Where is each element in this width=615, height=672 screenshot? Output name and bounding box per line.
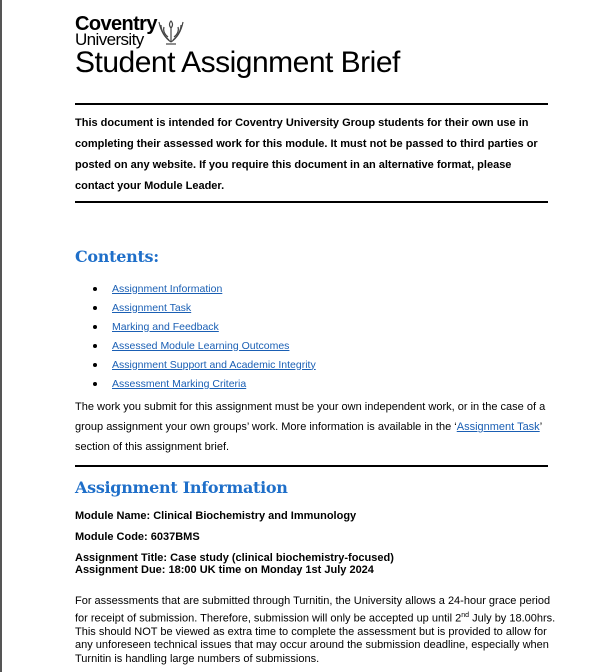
list-item — [93, 355, 316, 374]
logo-line2: University — [75, 30, 144, 49]
list-item — [93, 374, 316, 393]
grace-text: For assessments that are submitted through Turnitin, the University allows a 24-hour grace period for receipt of submission. Therefore, submission will only be accepted up until 2 — [75, 595, 551, 625]
contents-heading: Contents: — [75, 247, 159, 266]
bullet-icon — [93, 382, 97, 386]
phoenix-icon — [155, 14, 187, 46]
ordinal-suffix: nd — [461, 611, 470, 619]
toc-link-marking-criteria[interactable]: Assessment Marking Criteria — [112, 377, 247, 390]
usage-notice: This document is intended for Coventry University Group students for their own use in completing their assessed work for this module. It must not be passed to third parties or posted on any website. If you require this document in an alternative format, please contact your Module Leader. — [75, 117, 538, 192]
own-work-text-end: ’ section of this assignment brief. — [75, 421, 542, 453]
divider — [75, 103, 548, 105]
divider — [75, 465, 548, 467]
page-title: Student Assignment Brief — [75, 46, 400, 79]
logo-line1: Coventry — [75, 13, 157, 35]
page-left-border — [0, 0, 2, 672]
toc-link-assignment-information[interactable]: Assignment Information — [112, 282, 223, 295]
list-item — [93, 336, 316, 355]
list-item — [93, 317, 316, 336]
bullet-icon — [93, 306, 97, 310]
list-item — [93, 279, 316, 298]
bullet-icon — [93, 363, 97, 367]
grace-period-paragraph — [75, 595, 565, 667]
toc-link-learning-outcomes[interactable]: Assessed Module Learning Outcomes — [112, 339, 290, 352]
own-work-paragraph — [75, 397, 555, 457]
bullet-icon — [93, 344, 97, 348]
toc-link-support-integrity[interactable]: Assignment Support and Academic Integrity — [112, 358, 316, 371]
module-code: Module Code: 6037BMS — [75, 531, 200, 543]
bullet-icon — [93, 325, 97, 329]
assignment-due: Assignment Due: 18:00 UK time on Monday 1st July 2024 — [75, 564, 374, 576]
assignment-due-clipped — [75, 564, 375, 577]
assignment-task-link[interactable]: Assignment Task — [456, 421, 540, 433]
toc-link-assignment-task[interactable]: Assignment Task — [112, 301, 192, 314]
list-item — [93, 298, 316, 317]
own-work-text: The work you submit for this assignment must be your own independent work, or in the case of a group assignment your own groups’ work. More information is available in the ‘ — [75, 401, 546, 433]
university-logo — [75, 14, 157, 48]
divider — [75, 201, 548, 203]
contents-list — [93, 279, 316, 393]
assignment-title: Assignment Title: Case study (clinical biochemistry-focused) — [75, 552, 394, 564]
assignment-info-heading: Assignment Information — [75, 478, 288, 497]
bullet-icon — [93, 287, 97, 291]
toc-link-marking-feedback[interactable]: Marking and Feedback — [112, 320, 219, 333]
module-name: Module Name: Clinical Biochemistry and Immunology — [75, 510, 357, 522]
grace-text-end: July by 18.00hrs. This should NOT be viewed as extra time to complete the assessment but is provided to allow for any unforeseen technical issues that may occur around the submission deadline, especially when Turnitin is handling large numbers of submissions. — [75, 612, 556, 666]
